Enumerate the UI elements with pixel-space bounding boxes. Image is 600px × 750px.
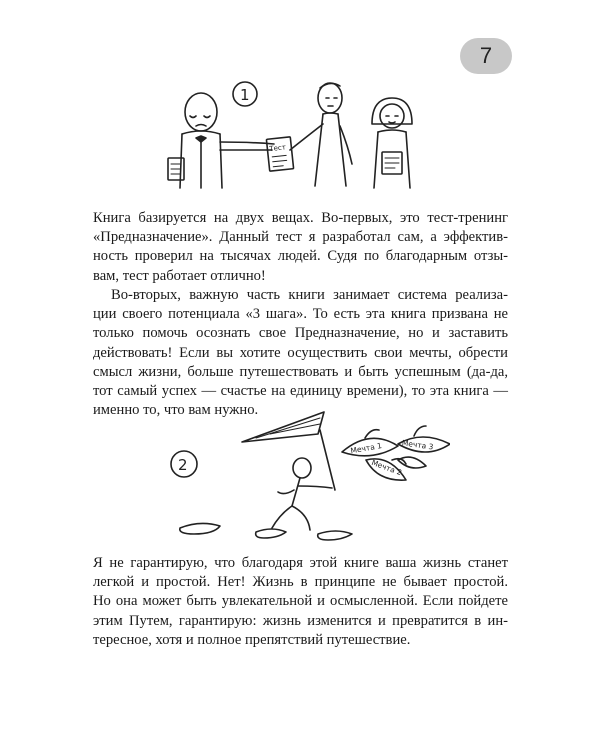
butterfly-net — [242, 412, 335, 490]
step-1-label: 1 — [240, 86, 250, 104]
step-2-label: 2 — [178, 456, 188, 474]
step-1-marker — [233, 82, 257, 106]
dream-label: Мечта 3 — [401, 438, 434, 452]
page-number: 7 — [479, 43, 493, 68]
flying-dream-1 — [342, 430, 398, 456]
paragraph-line: тот самый успех — счастье на единицу времени), то эта книга — — [93, 383, 508, 400]
running-man-figure — [272, 458, 332, 530]
paragraph-line: смысл жизни, больше путешествовать и быть успешным (да-да, — [93, 363, 508, 380]
paragraph-line: Я не гарантирую, что благодаря этой книге ваша жизнь станет — [93, 555, 508, 571]
paragraph-line: вам, тест работает отлично! — [93, 267, 266, 284]
paragraph-line: именно то, что вам нужно. — [93, 402, 259, 419]
paragraph-line: действовать! Если вы хотите осуществить свои мечты, обрести — [93, 344, 508, 361]
paragraph-line: этим Путем, гарантирую: жизнь изменится и превратится в ин- — [93, 612, 508, 629]
paragraph-2 — [93, 286, 508, 420]
girl-figure — [372, 98, 412, 188]
step-2-marker — [171, 451, 197, 477]
paragraph-line: только помочь осознать свое Предназначение, но и заставить — [93, 325, 508, 342]
tall-man-figure — [290, 83, 352, 186]
paragraph-line: тересное, хотя и полное препятствий путешествие. — [93, 631, 411, 648]
paragraph-line: Но она может быть увлекательной и осмысленной. Если пойдете — [93, 593, 508, 610]
paragraph-3 — [93, 554, 508, 650]
paragraph-line: «Предназначение». Данный тест я разработал сам, а эффектив- — [93, 229, 508, 246]
dream-label: Мечта 1 — [349, 441, 383, 456]
test-sheet — [266, 137, 293, 171]
test-sheet-label: Тест — [269, 143, 287, 154]
paragraph-line: Во-вторых, важную часть книги занимает система реализа- — [111, 287, 508, 303]
paragraph-line: легкой и простой. Нет! Жизнь в принципе не бывает простой. — [93, 574, 508, 591]
flying-dream-2 — [398, 426, 450, 452]
ground-stones — [180, 523, 352, 540]
dream-label: Мечта 2 — [370, 457, 404, 478]
illustration-chasing-dreams — [160, 410, 450, 545]
bald-man-figure — [168, 93, 274, 188]
illustration-test-handover — [160, 76, 450, 196]
paragraph-line: ции своего потенциала «3 шага». То есть эта книга призвана не — [93, 306, 508, 323]
paragraph-1 — [93, 209, 508, 286]
page-number-badge — [460, 38, 512, 74]
paragraph-line: Книга базируется на двух вещах. Во-первых, это тест-тренинг — [93, 210, 508, 226]
paragraph-line: ность проверил на тысячах людей. Судя по благодарным отзы- — [93, 248, 508, 265]
flying-dream-4 — [398, 457, 426, 468]
